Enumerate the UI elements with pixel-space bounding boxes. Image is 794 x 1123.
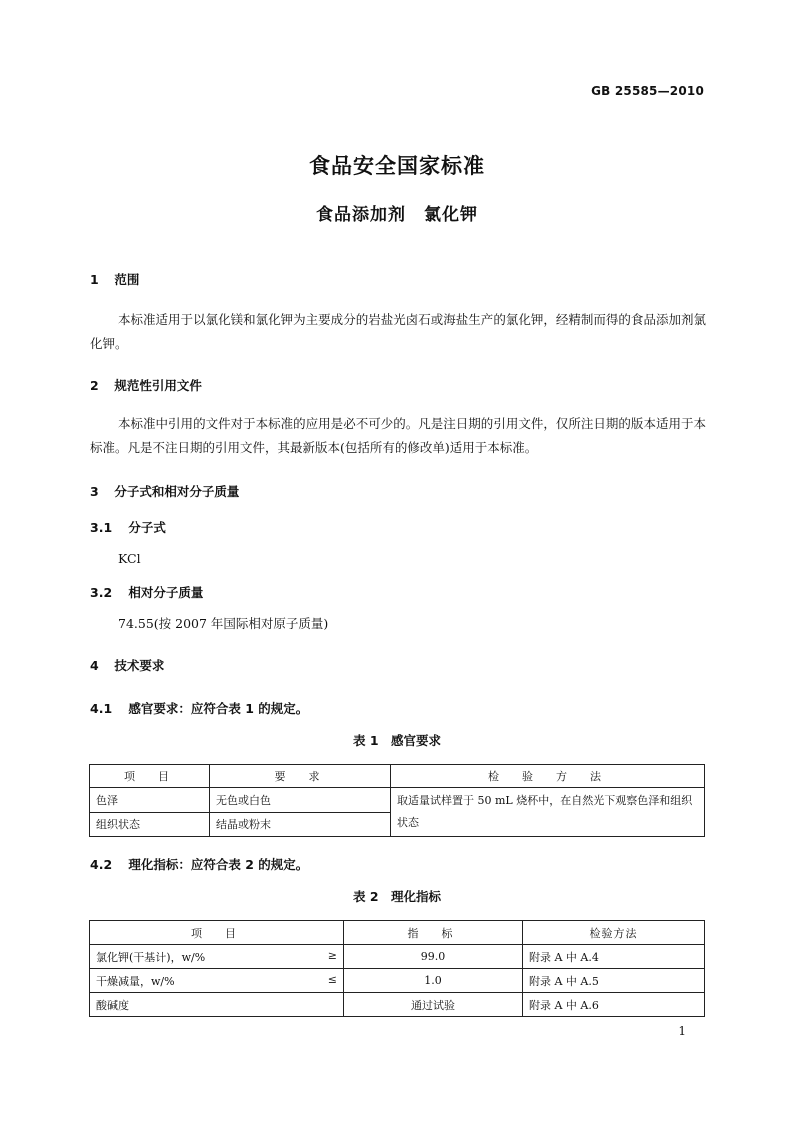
standard-code: GB 25585—2010 [591, 84, 704, 98]
section-3-2-heading [90, 583, 203, 601]
section-number: 3.2 [90, 585, 113, 600]
table-cell-item: 组织状态 [90, 812, 210, 837]
table-header-cell: 项 目 [90, 765, 210, 788]
section-number: 4.2 [90, 857, 113, 872]
table-cell-requirement: 无色或白色 [210, 788, 391, 813]
section-2-paragraph: 本标准中引用的文件对于本标准的应用是必不可少的。凡是注日期的引用文件，仅所注日期的版本适用于本标准。凡是不注日期的引用文件，其最新版本(包括所有的修改单)适用于本标准。 [90, 416, 706, 455]
table-cell-value: 99.0 [344, 945, 523, 969]
table-row [90, 788, 705, 813]
section-2-heading [90, 376, 202, 394]
table-header-row [90, 921, 705, 945]
section-4-2-heading [90, 855, 308, 873]
molecular-formula: KCl [118, 551, 141, 566]
table-row [90, 969, 705, 993]
section-3-heading [90, 482, 239, 500]
table-header-cell: 检 验 方 法 [391, 765, 705, 788]
item-label: 干燥减量，w/% [96, 974, 175, 988]
section-title: 分子式和相对分子质量 [114, 484, 240, 499]
table-2-caption: 表 2 理化指标 [352, 889, 442, 904]
section-number: 3.1 [90, 520, 113, 535]
section-title: 范围 [114, 272, 140, 287]
item-label: 氯化钾(干基计)，w/% [96, 950, 206, 964]
table-cell-value: 通过试验 [344, 993, 523, 1017]
sensory-requirements-table [89, 764, 705, 837]
molecular-mass: 74.55(按 2007 年国际相对原子质量) [118, 616, 329, 631]
section-title: 感官要求：应符合表 1 的规定。 [128, 701, 309, 716]
section-4-1-heading [90, 699, 308, 717]
table-cell-item [90, 969, 344, 993]
table-header-cell: 项 目 [90, 921, 344, 945]
table-header-cell: 指 标 [344, 921, 523, 945]
table-cell-method: 附录 A 中 A.6 [523, 993, 705, 1017]
section-title: 理化指标：应符合表 2 的规定。 [128, 857, 309, 872]
section-1-heading [90, 270, 139, 288]
table-cell-item [90, 993, 344, 1017]
table-row [90, 993, 705, 1017]
comparison-symbol: ≥ [327, 948, 337, 962]
table-cell-method: 附录 A 中 A.5 [523, 969, 705, 993]
section-4-heading [90, 656, 164, 674]
table-header-cell: 检验方法 [523, 921, 705, 945]
section-3-1-heading [90, 518, 166, 536]
table-cell-item [90, 945, 344, 969]
section-title: 规范性引用文件 [114, 378, 202, 393]
physicochemical-indicators-table [89, 920, 705, 1017]
table-row [90, 945, 705, 969]
section-title: 技术要求 [114, 658, 165, 673]
table-cell-value: 1.0 [344, 969, 523, 993]
table-cell-item: 色泽 [90, 788, 210, 813]
table-header-cell: 要 求 [210, 765, 391, 788]
section-number: 3 [90, 484, 99, 499]
section-1-paragraph: 本标准适用于以氯化镁和氯化钾为主要成分的岩盐光卤石或海盐生产的氯化钾，经精制而得的食品添加剂氯化钾。 [90, 312, 706, 351]
section-number: 2 [90, 378, 99, 393]
section-number: 4.1 [90, 701, 113, 716]
item-label: 酸碱度 [96, 998, 129, 1012]
table-cell-method: 取适量试样置于 50 mL 烧杯中，在自然光下观察色泽和组织状态 [391, 788, 705, 837]
comparison-symbol: ≤ [327, 972, 337, 986]
document-subtitle: 食品添加剂 氯化钾 [316, 205, 478, 225]
page-number: 1 [678, 1024, 686, 1038]
section-title: 分子式 [128, 520, 166, 535]
table-1-caption: 表 1 感官要求 [352, 733, 442, 748]
table-cell-method: 附录 A 中 A.4 [523, 945, 705, 969]
table-header-row [90, 765, 705, 788]
section-title: 相对分子质量 [128, 585, 204, 600]
section-number: 4 [90, 658, 99, 673]
document-title: 食品安全国家标准 [309, 154, 485, 178]
table-cell-requirement: 结晶或粉末 [210, 812, 391, 837]
section-number: 1 [90, 272, 99, 287]
